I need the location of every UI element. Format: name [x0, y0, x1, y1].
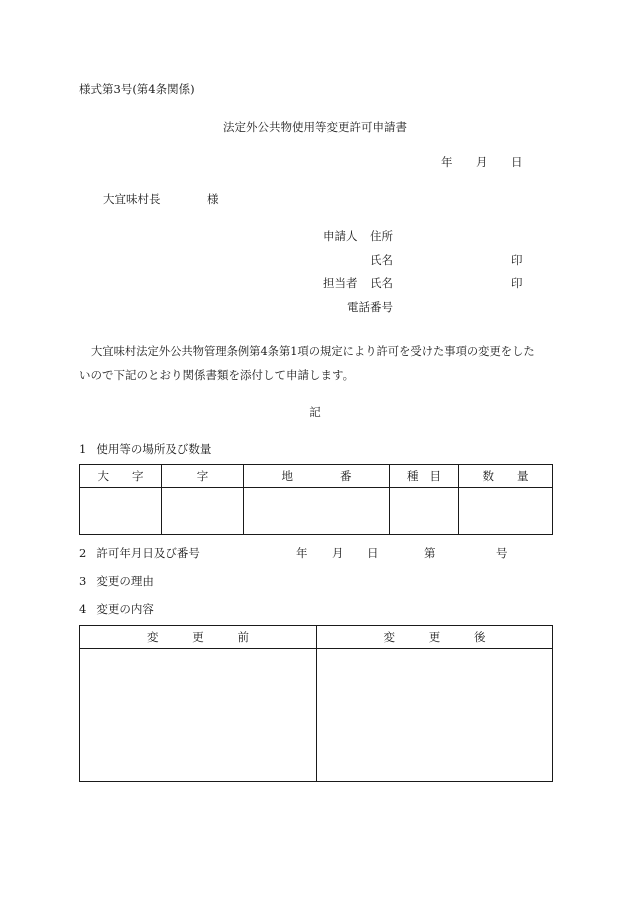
contact-phone-label: 電話番号	[347, 300, 393, 314]
section4-number: 4	[79, 602, 87, 616]
ki-heading: 記	[309, 405, 321, 419]
section1-heading	[79, 444, 211, 456]
date-year-label: 年	[441, 155, 453, 169]
applicant-name-label: 氏名	[370, 253, 393, 267]
section3-number: 3	[79, 574, 87, 588]
date-month-label: 月	[476, 155, 488, 169]
addressee-name: 大宜味村長	[103, 192, 161, 206]
table-row	[80, 488, 553, 535]
contact-label: 担当者	[323, 276, 358, 290]
body-text-line2: いので下記のとおり関係書類を添付して申請します。	[79, 368, 355, 382]
cell-before-change[interactable]	[80, 649, 317, 782]
section2-dai: 第	[424, 546, 436, 560]
header-chiban: 地 番	[244, 465, 390, 488]
header-after-change: 変 更 後	[317, 626, 553, 649]
document-title: 法定外公共物使用等変更許可申請書	[223, 120, 407, 134]
table-header-row	[80, 626, 553, 649]
change-content-table	[79, 625, 553, 782]
header-before-change: 変 更 前	[80, 626, 317, 649]
cell-chiban[interactable]	[244, 488, 390, 535]
table-header-row	[80, 465, 553, 488]
section4-label: 変更の内容	[96, 602, 154, 616]
applicant-label: 申請人	[323, 229, 358, 243]
header-suryo: 数 量	[459, 465, 553, 488]
section2-year: 年	[296, 546, 308, 560]
section2-day: 日	[367, 546, 379, 560]
section1-number: 1	[79, 442, 87, 456]
section4-heading	[79, 604, 154, 616]
cell-shumoku[interactable]	[390, 488, 459, 535]
cell-suryo[interactable]	[459, 488, 553, 535]
form-number: 様式第3号(第4条関係)	[79, 82, 195, 96]
section2-label: 許可年月日及び番号	[96, 546, 200, 560]
location-quantity-table	[79, 464, 553, 535]
cell-ooaza[interactable]	[80, 488, 162, 535]
header-ooaza: 大 字	[80, 465, 162, 488]
section3-heading	[79, 576, 154, 588]
section2-number: 2	[79, 546, 87, 560]
table-row	[80, 649, 553, 782]
applicant-seal: 印	[511, 253, 523, 267]
contact-name-label: 氏名	[370, 276, 393, 290]
cell-aza[interactable]	[162, 488, 244, 535]
header-shumoku: 種 目	[390, 465, 459, 488]
section2-go: 号	[496, 546, 508, 560]
cell-after-change[interactable]	[317, 649, 553, 782]
contact-seal: 印	[511, 276, 523, 290]
section3-label: 変更の理由	[96, 574, 154, 588]
applicant-address-label: 住所	[370, 229, 393, 243]
section2-heading	[79, 548, 200, 560]
body-text-line1: 大宜味村法定外公共物管理条例第4条第1項の規定により許可を受けた事項の変更をした	[91, 345, 535, 358]
section2-month: 月	[332, 546, 344, 560]
section1-label: 使用等の場所及び数量	[96, 442, 212, 456]
header-aza: 字	[162, 465, 244, 488]
addressee-honorific: 様	[207, 192, 219, 206]
date-day-label: 日	[511, 155, 523, 169]
